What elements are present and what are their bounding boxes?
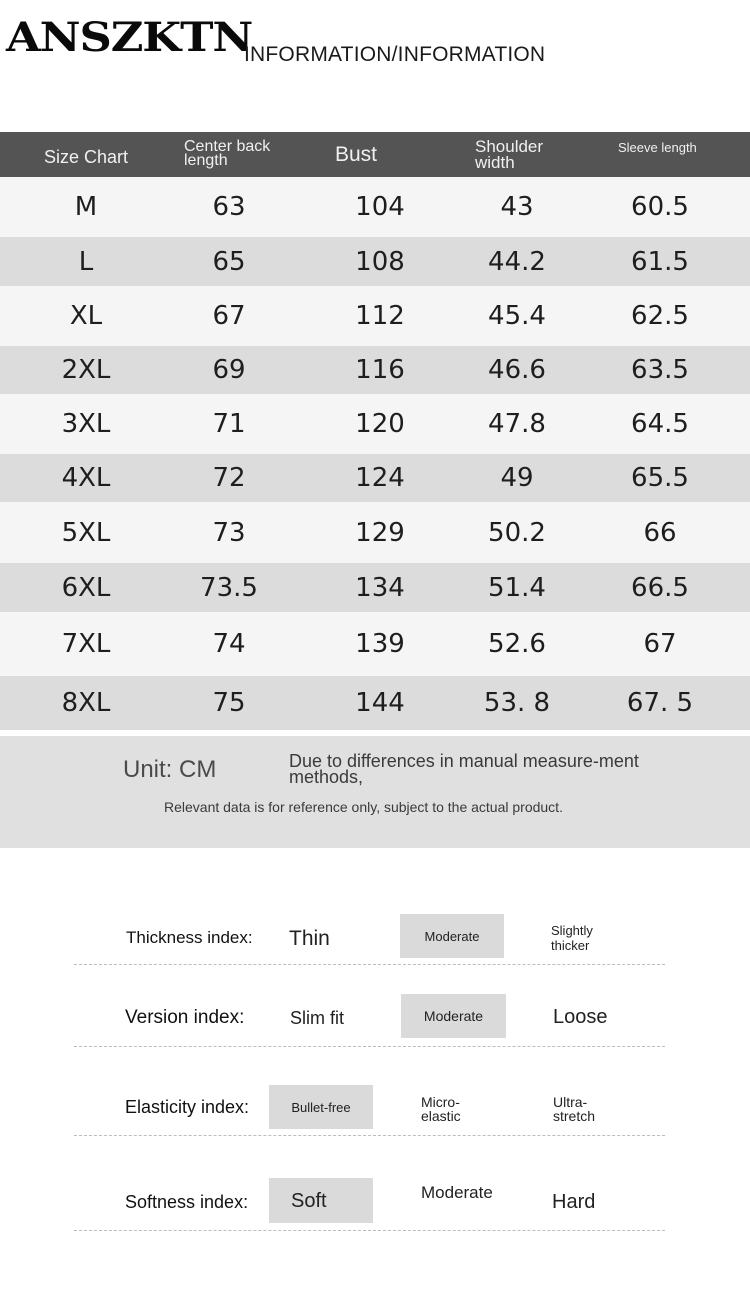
elasticity-option-micro-elastic: Micro-elastic bbox=[421, 1094, 461, 1124]
size-cell: 5XL bbox=[61, 517, 111, 548]
size-cell: XL bbox=[69, 301, 103, 331]
sleeve-length-cell: 66.5 bbox=[631, 572, 689, 603]
shoulder-width-cell: 52.6 bbox=[488, 629, 546, 659]
table-row bbox=[0, 286, 750, 346]
measurement-note: Due to differences in manual measure-ment methods, bbox=[289, 751, 639, 787]
softness-option-hard: Hard bbox=[552, 1191, 596, 1213]
table-row bbox=[0, 346, 750, 394]
table-row bbox=[0, 612, 750, 676]
sleeve-length-cell: 63.5 bbox=[631, 355, 689, 385]
sleeve-length-cell: 60.5 bbox=[631, 192, 689, 222]
elasticity-option-ultra-stretch: Ultra-stretch bbox=[553, 1094, 596, 1124]
version-option-slim-fit: Slim fit bbox=[290, 1008, 344, 1028]
size-cell: 8XL bbox=[61, 688, 111, 718]
bust-cell: 129 bbox=[355, 517, 405, 548]
size-cell: L bbox=[78, 246, 94, 277]
elasticity-index-row bbox=[74, 1036, 665, 1136]
table-row bbox=[0, 563, 750, 612]
shoulder-width-cell: 49 bbox=[500, 463, 534, 493]
bust-cell: 139 bbox=[355, 629, 405, 659]
header-bust: Bust bbox=[335, 143, 378, 166]
header-shoulder-width: Shoulder width bbox=[475, 137, 544, 172]
bust-cell: 116 bbox=[355, 355, 405, 385]
bust-cell: 124 bbox=[355, 463, 405, 493]
shoulder-width-cell: 44.2 bbox=[488, 246, 546, 277]
bust-cell: 134 bbox=[355, 572, 405, 603]
center-back-length-cell: 71 bbox=[212, 409, 246, 439]
center-back-length-cell: 65 bbox=[212, 246, 246, 277]
thickness-option-thin: Thin bbox=[289, 927, 330, 950]
sleeve-length-cell: 64.5 bbox=[631, 409, 689, 439]
size-cell: 6XL bbox=[61, 572, 111, 603]
center-back-length-cell: 74 bbox=[212, 629, 246, 659]
softness-index-label: Softness index: bbox=[125, 1192, 249, 1212]
bust-cell: 144 bbox=[355, 688, 405, 718]
shoulder-width-cell: 51.4 bbox=[488, 572, 546, 603]
center-back-length-cell: 73 bbox=[212, 517, 246, 548]
softness-index-row bbox=[74, 1136, 665, 1231]
thickness-index-label: Thickness index: bbox=[126, 928, 253, 947]
measurement-note-box bbox=[0, 736, 750, 848]
brand-logo: ANSZKTN bbox=[6, 14, 253, 61]
shoulder-width-cell: 45.4 bbox=[488, 301, 546, 331]
table-row bbox=[0, 676, 750, 730]
table-row bbox=[0, 454, 750, 502]
table-row bbox=[0, 502, 750, 563]
thickness-option-slightly-thicker: Slightly thicker bbox=[551, 923, 593, 953]
sleeve-length-cell: 61.5 bbox=[631, 246, 689, 277]
table-row bbox=[0, 394, 750, 454]
thickness-option-moderate-selected: Moderate bbox=[400, 914, 504, 958]
sleeve-length-cell: 67. 5 bbox=[626, 688, 694, 718]
version-index-row bbox=[74, 947, 665, 1047]
elasticity-index-label: Elasticity index: bbox=[125, 1097, 250, 1117]
version-index-label: Version index: bbox=[125, 1007, 245, 1028]
bust-cell: 120 bbox=[355, 409, 405, 439]
center-back-length-cell: 63 bbox=[212, 192, 246, 222]
size-cell: 4XL bbox=[61, 463, 111, 493]
center-back-length-cell: 69 bbox=[212, 355, 246, 385]
table-row bbox=[0, 237, 750, 286]
sleeve-length-cell: 66 bbox=[643, 517, 677, 548]
bust-cell: 104 bbox=[355, 192, 405, 222]
center-back-length-cell: 75 bbox=[212, 688, 246, 718]
size-cell: 3XL bbox=[61, 409, 111, 439]
sleeve-length-cell: 62.5 bbox=[631, 301, 689, 331]
unit-label: Unit: CM bbox=[123, 756, 217, 783]
header-size-chart: Size Chart bbox=[44, 147, 129, 167]
shoulder-width-cell: 46.6 bbox=[488, 355, 546, 385]
size-cell: 7XL bbox=[61, 629, 111, 659]
version-option-loose: Loose bbox=[553, 1006, 608, 1028]
table-row bbox=[0, 177, 750, 237]
sleeve-length-cell: 67 bbox=[643, 629, 677, 659]
sleeve-length-cell: 65.5 bbox=[631, 463, 689, 493]
shoulder-width-cell: 43 bbox=[500, 192, 534, 222]
page-subtitle: INFORMATION/INFORMATION bbox=[244, 43, 546, 66]
softness-option-soft-selected: Soft bbox=[269, 1178, 373, 1223]
size-cell: M bbox=[74, 192, 98, 222]
size-table-header bbox=[0, 132, 750, 177]
size-cell: 2XL bbox=[61, 355, 111, 385]
shoulder-width-cell: 47.8 bbox=[488, 409, 546, 439]
bust-cell: 112 bbox=[355, 301, 405, 331]
header-center-back-length: Center back length bbox=[184, 138, 271, 169]
header-sleeve-length: Sleeve length bbox=[618, 140, 697, 155]
version-option-moderate-selected: Moderate bbox=[401, 994, 506, 1038]
shoulder-width-cell: 53. 8 bbox=[483, 688, 551, 718]
center-back-length-cell: 67 bbox=[212, 301, 246, 331]
reference-note: Relevant data is for reference only, subject to the actual product. bbox=[164, 799, 563, 815]
shoulder-width-cell: 50.2 bbox=[488, 517, 546, 548]
center-back-length-cell: 72 bbox=[212, 463, 246, 493]
center-back-length-cell: 73.5 bbox=[200, 572, 258, 603]
softness-option-moderate: Moderate bbox=[421, 1183, 493, 1202]
bust-cell: 108 bbox=[355, 246, 405, 277]
elasticity-option-bullet-free-selected: Bullet-free bbox=[269, 1085, 373, 1129]
